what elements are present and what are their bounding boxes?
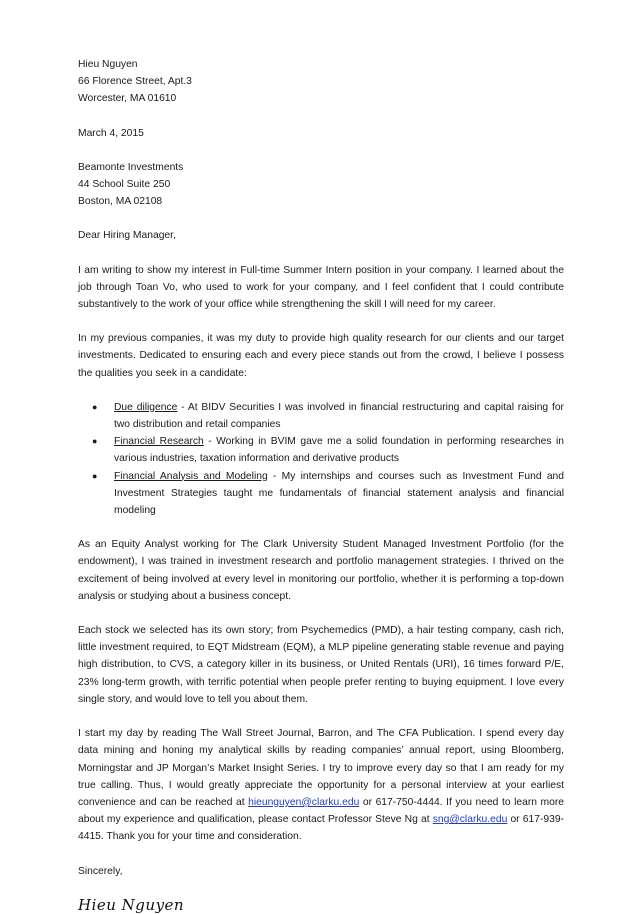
sender-city: Worcester, MA 01610 — [78, 93, 177, 105]
contact-text-1: I start my day by reading The Wall Street Journal, Barron, and The CFA Publication. I spend every day data mining and honing my analytical skills by reading companies’ annual report, using Bloomberg, Morningstar and JP Morgan’s Market Insight Series. I try to improve every day so that I am ready for my true calling. Thus, I would greatly appreciate the opportunity for a personal interview at your earliest convenience and can be reached at — [78, 728, 564, 808]
paragraph-qualities: In my previous companies, it was my duty to provide high quality research for our clients and our target investments. Dedicated to ensuring each and every piece stands out from the crowd, I believe I possess the qualities you seek in a candidate: — [78, 333, 564, 379]
list-item — [78, 468, 564, 520]
contact-text-3: or 617-939-4415. Thank you for your time and consideration. — [78, 814, 564, 843]
bullet-icon: ● — [92, 436, 98, 447]
salutation: Dear Hiring Manager, — [78, 230, 176, 242]
email-link-applicant[interactable]: hieunguyen@clarku.edu — [248, 796, 360, 808]
list-item — [78, 433, 564, 467]
recipient-city: Boston, MA 02108 — [78, 196, 163, 208]
closing: Sincerely, — [78, 865, 123, 877]
sender-name: Hieu Nguyen — [78, 59, 138, 70]
bullet-title: Financial Analysis and Modeling — [114, 470, 268, 482]
bullet-text: - Working in BVIM gave me a solid foundation in performing researches in various industries, taxation information and derivative products — [114, 436, 565, 465]
paragraph-intro: I am writing to show my interest in Full-time Summer Intern position in your company. I learned about the job through Toan Vo, who used to work for your company, and I feel confident that I could contribute substantively to the work of your office while strengthening the skill I will need for my career. — [78, 264, 564, 311]
qualities-list — [78, 399, 564, 519]
sender-street: 66 Florence Street, Apt.3 — [78, 76, 192, 88]
bullet-text: - My internships and courses such as Investment Fund and Investment Strategies taught me fundamentals of financial statement analysis and financial modeling — [114, 470, 565, 517]
paragraph-stocks: Each stock we selected has its own story; from Psychemedics (PMD), a hair testing company, cash rich, little investment required, to EQT Midstream (EQM), a MLP pipeline generating stable revenue and paying high distribution, to CVS, a category killer in its business, or United Rentals (URI), 16 times forward P/E, 23% long-term growth, with terrific potential when people prefer renting to buying equipment. I love every single story, and would love to tell you about them. — [78, 625, 564, 705]
list-item — [78, 399, 564, 433]
letter-date-block — [78, 125, 564, 142]
paragraph-contact — [78, 725, 564, 845]
sender-address — [78, 56, 564, 108]
bullet-title: Due diligence — [114, 401, 178, 413]
paragraph-equity-analyst: As an Equity Analyst working for The Clark University Student Managed Investment Portfolio (for the endowment), I was trained in investment research and portfolio management strategies. I thrived on the excitement of being involved at every level in monitoring our portfolio, whether it is performing a top-down analysis or studying about a business concept. — [78, 539, 564, 602]
recipient-address — [78, 159, 564, 211]
signature: Hieu Nguyen — [78, 895, 185, 914]
contact-text-2: or 617-750-4444. If you need to learn more about my experience and qualification, please contact Professor Steve Ng at — [78, 796, 564, 826]
bullet-text: - At BIDV Securities I was involved in financial restructuring and capital raising for two distribution and retail companies — [114, 401, 564, 431]
email-link-professor[interactable]: sng@clarku.edu — [432, 814, 508, 826]
bullet-title: Financial Research — [114, 436, 204, 448]
recipient-company: Beamonte Investments — [78, 161, 184, 173]
letter-date: March 4, 2015 — [78, 127, 144, 139]
bullet-icon: ● — [92, 470, 98, 481]
recipient-street: 44 School Suite 250 — [78, 179, 171, 191]
letter-body — [78, 56, 564, 914]
bullet-icon: ● — [92, 401, 98, 412]
